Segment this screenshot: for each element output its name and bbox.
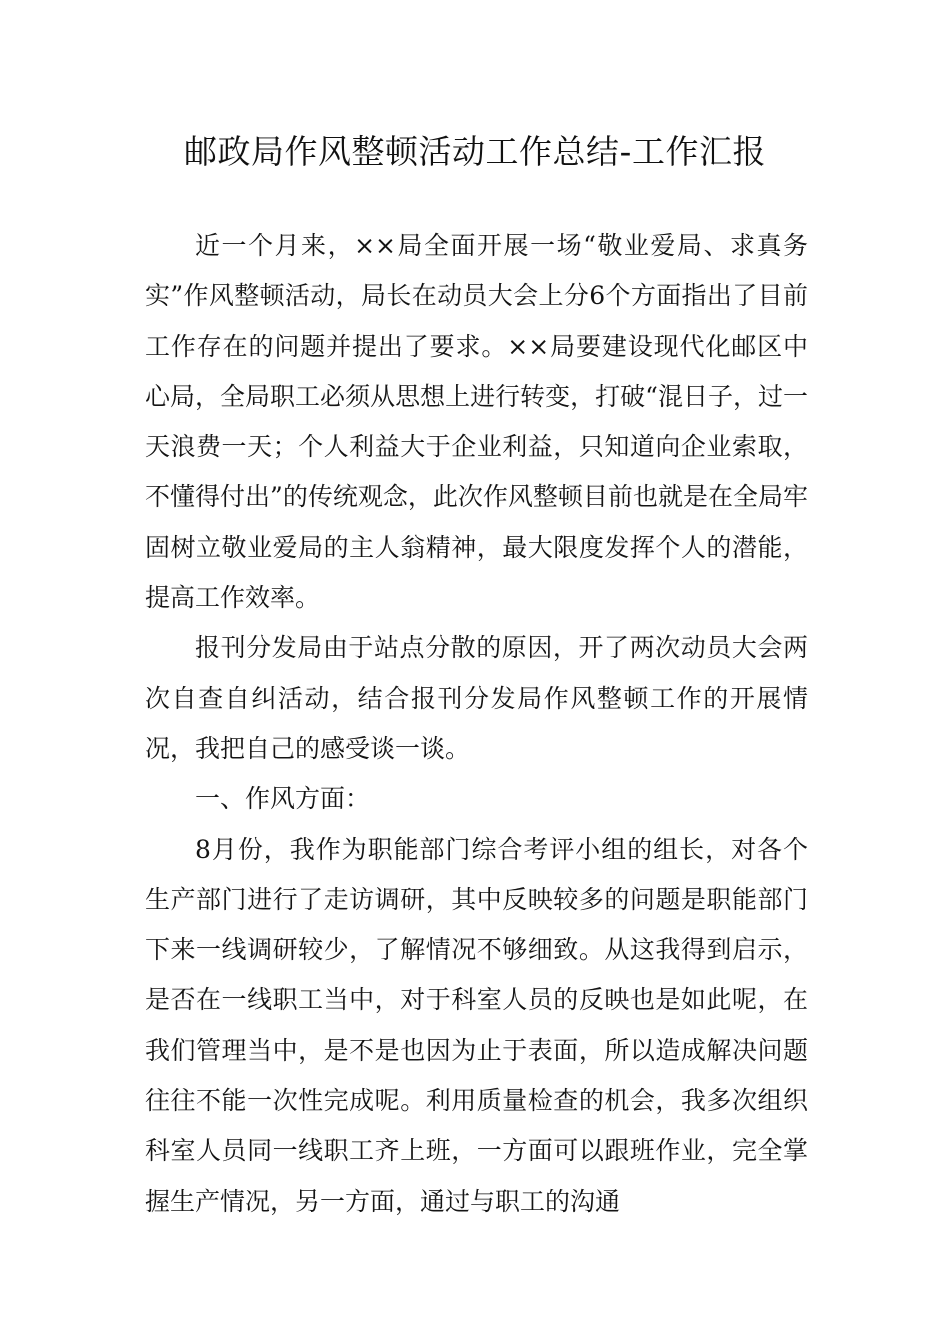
paragraph: 报刊分发局由于站点分散的原因，开了两次动员大会两次自查自纠活动，结合报刊分发局作风整顿工作的开展情况，我把自己的感受谈一谈。 — [145, 633, 808, 763]
document-body — [145, 221, 808, 1227]
paragraph: 近一个月来，××局全面开展一场“敬业爱局、求真务实”作风整顿活动，局长在动员大会上分6个方面指出了目前工作存在的问题并提出了要求。××局要建设现代化邮区中心局，全局职工必须从思想上进行转变，打破“混日子，过一天浪费一天；个人利益大于企业利益，只知道向企业索取，不懂得付出”的传统观念，此次作风整顿目前也就是在全局牢固树立敬业爱局的主人翁精神，最大限度发挥个人的潜能，提高工作效率。 — [145, 231, 808, 613]
paragraph: 8月份，我作为职能部门综合考评小组的组长，对各个生产部门进行了走访调研，其中反映较多的问题是职能部门下来一线调研较少，了解情况不够细致。从这我得到启示，是否在一线职工当中，对于科室人员的反映也是如此呢，在我们管理当中，是不是也因为止于表面，所以造成解决问题往往不能一次性完成呢。利用质量检查的机会，我多次组织科室人员同一线职工齐上班，一方面可以跟班作业，完全掌握生产情况，另一方面，通过与职工的沟通 — [145, 834, 808, 1216]
section-heading: 一、作风方面： — [195, 784, 371, 814]
document-title: 邮政局作风整顿活动工作总结-工作汇报 — [184, 132, 766, 171]
